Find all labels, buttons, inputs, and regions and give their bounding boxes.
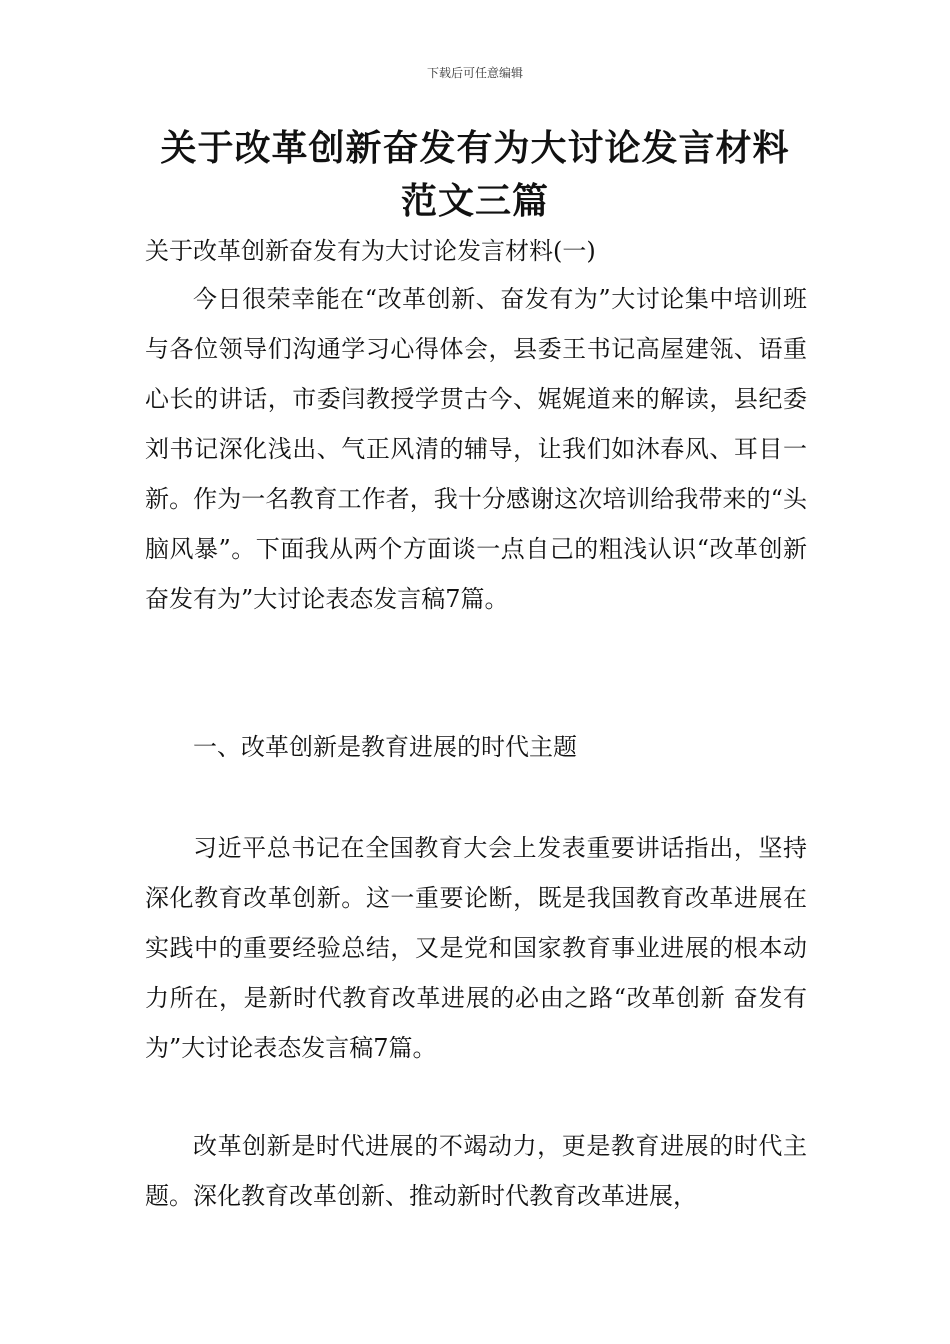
body-paragraph: 改革创新是时代进展的不竭动力，更是教育进展的时代主题。深化教育改革创新、推动新时代教育改革进展， [145, 1132, 807, 1210]
body-paragraph: 今日很荣幸能在“改革创新、奋发有为”大讨论集中培训班与各位领导们沟通学习心得体会，县委王书记高屋建瓴、语重心长的讲话，市委闫教授学贯古今、娓娓道来的解读，县纪委刘书记深化浅出、气正风清的辅导，让我们如沐春风、耳目一新。作为一名教育工作者，我十分感谢这次培训给我带来的“头脑风暴”。下面我从两个方面谈一点自己的粗浅认识“改革创新 奋发有为”大讨论表态发言稿7篇。 [145, 285, 807, 613]
section-heading: 一、改革创新是教育进展的时代主题 [193, 733, 577, 761]
body-paragraph: 习近平总书记在全国教育大会上发表重要讲话指出，坚持深化教育改革创新。这一重要论断，既是我国教育改革进展在实践中的重要经验总结，又是党和国家教育事业进展的根本动力所在，是新时代教育改革进展的必由之路“改革创新 奋发有为”大讨论表态发言稿7篇。 [145, 834, 807, 1062]
document-title: 关于改革创新奋发有为大讨论发言材料范文三篇 [160, 128, 790, 222]
header-note: 下载后可任意编辑 [426, 66, 523, 80]
document-subtitle: 关于改革创新奋发有为大讨论发言材料(一) [145, 237, 596, 265]
